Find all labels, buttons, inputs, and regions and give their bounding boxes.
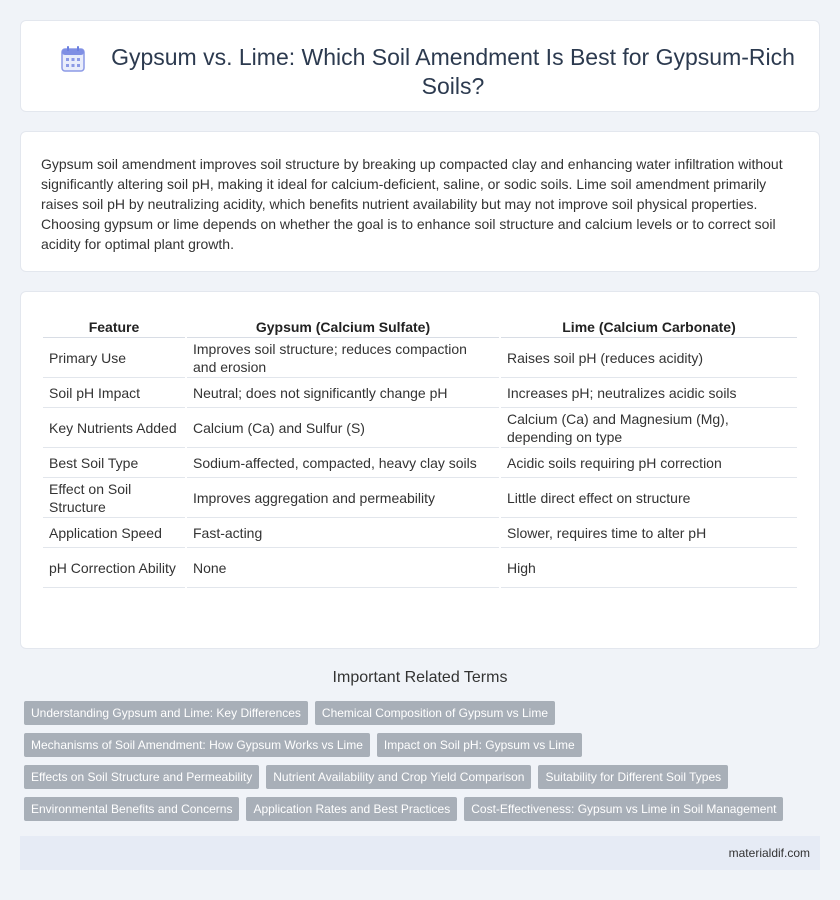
gypsum-cell: Improves soil structure; reduces compaction and erosion [187,338,499,378]
gypsum-cell: Sodium-affected, compacted, heavy clay soils [187,448,499,478]
feature-cell: Effect on Soil Structure [43,478,185,518]
intro-paragraph: Gypsum soil amendment improves soil structure by breaking up compacted clay and enhancing water infiltration without significantly altering soil pH, making it ideal for calcium-deficient, saline, or sodic soils. Lime soil amendment primarily raises soil pH by neutralizing acidity, which benefits nutrient availability but may not improve soil physical properties. Choosing gypsum or lime depends on whether the goal is to enhance soil structure and calcium levels or to correct soil acidity for optimal plant growth. [41,156,783,252]
table-row [43,378,797,408]
gypsum-cell: None [187,548,499,588]
feature-cell: pH Correction Ability [43,548,185,588]
lime-cell: Calcium (Ca) and Magnesium (Mg), depending on type [501,408,797,448]
comparison-card [20,291,820,649]
related-term-tag[interactable]: Effects on Soil Structure and Permeability [24,765,259,789]
related-term-tag[interactable]: Environmental Benefits and Concerns [24,797,239,821]
header-feature: Feature [43,316,185,338]
gypsum-cell: Fast-acting [187,518,499,548]
related-term-tag[interactable]: Application Rates and Best Practices [246,797,457,821]
table-row [43,338,797,378]
related-term-tag[interactable]: Chemical Composition of Gypsum vs Lime [315,701,555,725]
related-terms-list [24,701,804,829]
header-gypsum: Gypsum (Calcium Sulfate) [187,316,499,338]
lime-cell: High [501,548,797,588]
feature-cell: Primary Use [43,338,185,378]
feature-cell: Key Nutrients Added [43,408,185,448]
intro-card [20,131,820,272]
calendar-icon [61,46,85,72]
related-term-tag[interactable]: Nutrient Availability and Crop Yield Comparison [266,765,531,789]
feature-cell: Best Soil Type [43,448,185,478]
lime-cell: Little direct effect on structure [501,478,797,518]
table-row [43,518,797,548]
related-term-tag[interactable]: Cost-Effectiveness: Gypsum vs Lime in Soil Management [464,797,783,821]
gypsum-cell: Calcium (Ca) and Sulfur (S) [187,408,499,448]
table-header-row [43,316,797,338]
feature-cell: Soil pH Impact [43,378,185,408]
lime-cell: Acidic soils requiring pH correction [501,448,797,478]
gypsum-cell: Improves aggregation and permeability [187,478,499,518]
related-term-tag[interactable]: Suitability for Different Soil Types [538,765,728,789]
lime-cell: Increases pH; neutralizes acidic soils [501,378,797,408]
header-lime: Lime (Calcium Carbonate) [501,316,797,338]
lime-cell: Slower, requires time to alter pH [501,518,797,548]
footer [20,836,820,870]
table-row [43,408,797,448]
table-row [43,548,797,588]
related-term-tag[interactable]: Mechanisms of Soil Amendment: How Gypsum Works vs Lime [24,733,370,757]
footer-site-link[interactable]: materialdif.com [728,846,810,860]
related-terms-heading: Important Related Terms [332,669,508,686]
comparison-table [41,316,799,588]
lime-cell: Raises soil pH (reduces acidity) [501,338,797,378]
table-row [43,478,797,518]
gypsum-cell: Neutral; does not significantly change pH [187,378,499,408]
table-row [43,448,797,478]
header-card [20,20,820,112]
related-term-tag[interactable]: Impact on Soil pH: Gypsum vs Lime [377,733,582,757]
feature-cell: Application Speed [43,518,185,548]
page-title: Gypsum vs. Lime: Which Soil Amendment Is Best for Gypsum-Rich Soils? [111,44,795,99]
related-term-tag[interactable]: Understanding Gypsum and Lime: Key Differences [24,701,308,725]
